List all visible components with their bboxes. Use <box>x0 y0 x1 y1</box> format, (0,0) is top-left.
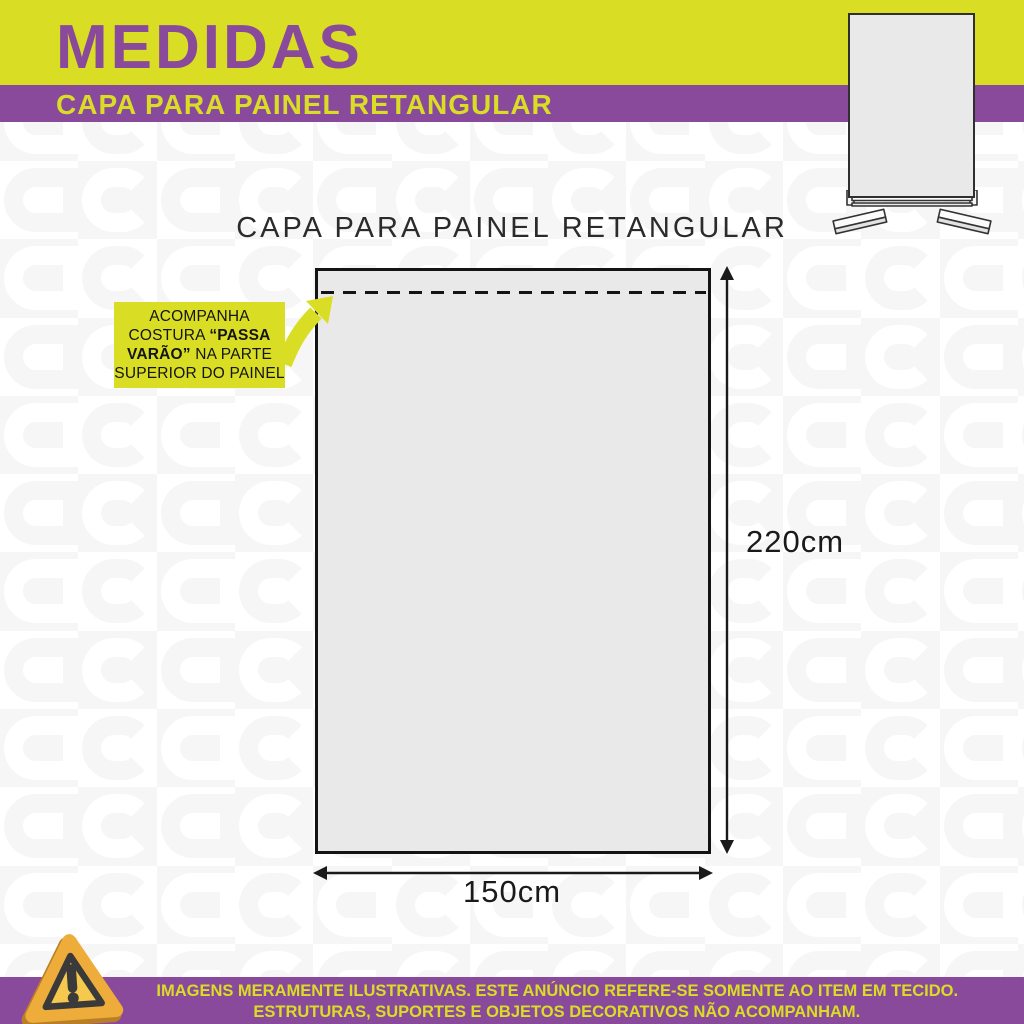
panel-on-stand-illustration <box>826 8 1002 238</box>
page-title: MEDIDAS <box>56 12 363 82</box>
callout-line: COSTURA “PASSA <box>128 327 271 344</box>
panel-cover-outline <box>315 268 711 854</box>
disclaimer-line-2: ESTRUTURAS, SUPORTES E OBJETOS DECORATIVOS NÃO ACOMPANHAM. <box>253 1001 861 1021</box>
callout-line: ACOMPANHA <box>149 308 250 325</box>
callout-line: SUPERIOR DO PAINEL <box>114 365 285 382</box>
warning-triangle-icon <box>20 928 124 1024</box>
passa-varao-seam-line <box>320 290 707 295</box>
panel-board <box>848 13 975 198</box>
height-dimension-label: 220cm <box>746 524 845 559</box>
disclaimer-line-1: IMAGENS MERAMENTE ILUSTRATIVAS. ESTE ANÚNCIO REFERE-SE SOMENTE AO ITEM EM TECIDO. <box>156 980 958 1000</box>
diagram-title: CAPA PARA PAINEL RETANGULAR <box>236 212 788 244</box>
height-dimension-arrow <box>714 266 740 854</box>
page-subtitle: CAPA PARA PAINEL RETANGULAR <box>56 88 553 120</box>
width-dimension-label: 150cm <box>462 874 562 909</box>
callout-line: VARÃO” NA PARTE <box>126 346 273 363</box>
callout-note <box>114 302 285 388</box>
disclaimer-bar <box>0 977 1024 1024</box>
curved-arrow-icon <box>278 284 342 370</box>
